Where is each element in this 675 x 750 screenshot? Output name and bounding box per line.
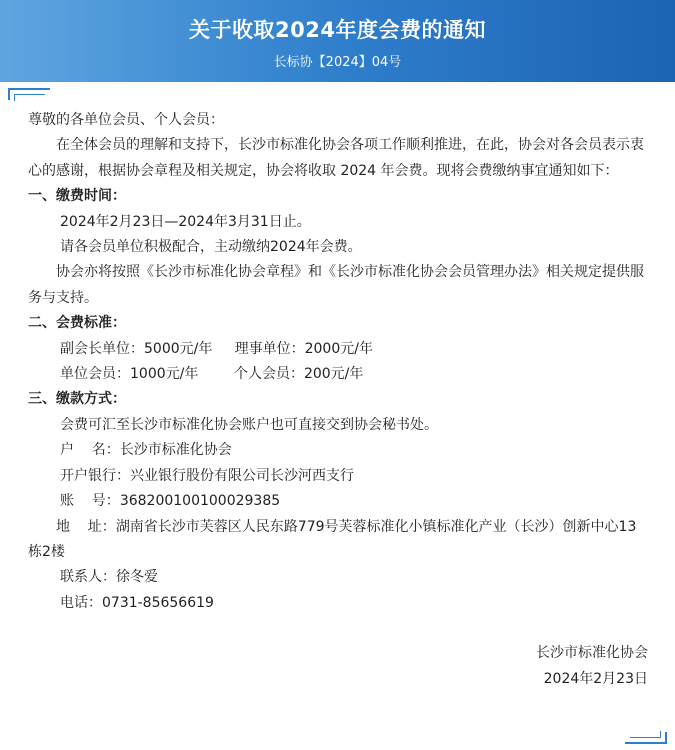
address-value: 湖南省长沙市芙蓉区人民东路779号芙蓉标准化小镇标准化产业（长沙）创新中心13栋2楼 — [28, 518, 637, 560]
phone-row — [28, 591, 650, 616]
intro-paragraph: 在全体会员的理解和支持下，长沙市标准化协会各项工作顺利推进，在此，协会对各会员表示衷心的感谢，根据协会章程及相关规定，协会将收取 2024 年会费。现将会费缴纳事宜通知如下： — [28, 137, 644, 179]
bank-row — [28, 464, 650, 489]
contact-value: 徐冬爱 — [116, 569, 158, 586]
account-number-row — [28, 489, 650, 514]
payment-request: 请各会员单位积极配合，主动缴纳2024年会费。 — [60, 239, 362, 256]
phone-value: 0731-85656619 — [102, 594, 214, 611]
account-number-value: 368200100100029385 — [119, 493, 281, 510]
notice-body — [28, 108, 650, 692]
address-row — [28, 515, 650, 566]
payment-period: 2024年2月23日—2024年3月31日止。 — [60, 213, 311, 230]
notice-header — [0, 0, 675, 82]
account-name-row — [28, 438, 650, 463]
fee-standard-line-2: 单位会员：1000元/年 个人会员：200元/年 — [60, 366, 364, 383]
contact-label: 联系人： — [60, 569, 116, 586]
signature-org: 长沙市标准化协会 — [536, 645, 648, 662]
document-number: 长标协【2024】04号 — [273, 55, 402, 70]
section-title-standard: 二、会费标准： — [28, 315, 126, 332]
account-name-value: 长沙市标准化协会 — [119, 442, 232, 459]
payment-note: 会费可汇至长沙市标准化协会账户也可直接交到协会秘书处。 — [60, 416, 438, 433]
bank-value: 兴业银行股份有限公司长沙河西支行 — [130, 467, 354, 484]
frame-corner-bottom-right-inner — [630, 731, 661, 738]
service-statement: 协会亦将按照《长沙市标准化协会章程》和《长沙市标准化协会会员管理办法》相关规定提供服务与支持。 — [28, 264, 644, 306]
bank-label: 开户银行： — [60, 467, 130, 484]
section-title-method: 三、缴款方式： — [28, 391, 126, 408]
phone-label: 电话： — [60, 594, 102, 611]
frame-corner-top-left-inner — [14, 94, 45, 101]
signature-date: 2024年2月23日 — [543, 670, 648, 687]
notice-title: 关于收取2024年度会费的通知 — [189, 18, 486, 42]
contact-row — [28, 565, 650, 590]
account-name-label: 户 名： — [60, 442, 120, 459]
section-title-time: 一、缴费时间： — [28, 188, 126, 205]
fee-standard-line-1: 副会长单位：5000元/年 理事单位：2000元/年 — [60, 340, 373, 357]
salutation: 尊敬的各单位会员、个人会员： — [28, 112, 224, 128]
address-label: 地 址： — [56, 518, 116, 535]
account-number-label: 账 号： — [60, 493, 120, 510]
